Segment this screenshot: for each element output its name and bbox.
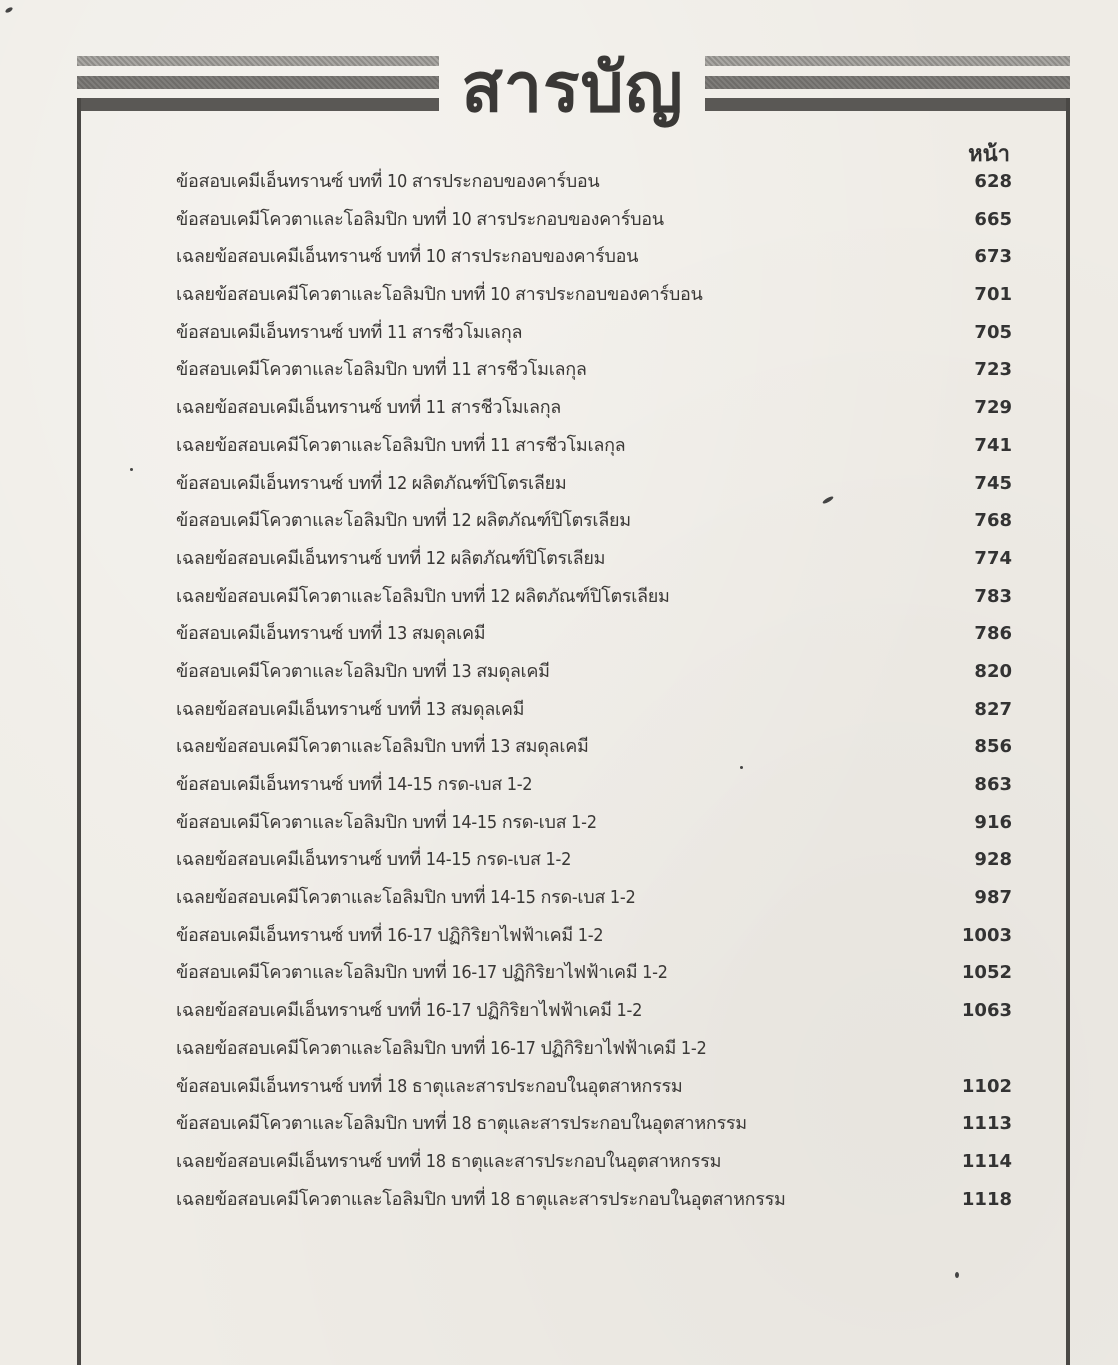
frame-top-right <box>705 98 1070 111</box>
toc-entry-title: ข้อสอบเคมีเอ็นทรานซ์ บทที่ 10 สารประกอบของคาร์บอน <box>176 171 600 192</box>
toc-entry-title: เฉลยข้อสอบเคมีเอ็นทรานซ์ บทที่ 10 สารประกอบของคาร์บอน <box>176 246 639 268</box>
toc-entry-title: ข้อสอบเคมีโควตาและโอลิมปิก บทที่ 10 สารประกอบของคาร์บอน <box>176 208 664 230</box>
toc-entry-title: ข้อสอบเคมีเอ็นทรานซ์ บทที่ 18 ธาตุและสารประกอบในอุตสาหกรรม <box>176 1075 683 1097</box>
toc-entry <box>176 1143 1012 1181</box>
toc-entry-page: 729 <box>974 397 1012 419</box>
toc-entry-title: ข้อสอบเคมีโควตาและโอลิมปิก บทที่ 11 สารชีวโมเลกุล <box>176 359 587 381</box>
toc-entry-title: ข้อสอบเคมีโควตาและโอลิมปิก บทที่ 12 ผลิตภัณฑ์ปิโตรเลียม <box>176 510 631 532</box>
toc-entry-page: 1003 <box>961 924 1012 946</box>
decorative-stripe <box>77 56 439 66</box>
toc-entry-page: 628 <box>974 171 1012 192</box>
decorative-stripe <box>77 76 439 89</box>
toc-entry-page: 1063 <box>961 1000 1012 1022</box>
toc-entry <box>176 992 1012 1030</box>
toc-entry-page: 820 <box>974 660 1012 682</box>
toc-entry-page: 783 <box>974 585 1012 607</box>
toc-entry-page: 705 <box>974 321 1012 343</box>
toc-entry-title: เฉลยข้อสอบเคมีเอ็นทรานซ์ บทที่ 11 สารชีวโมเลกุล <box>176 397 562 419</box>
toc-entry <box>176 879 1012 917</box>
toc-entry-title: ข้อสอบเคมีเอ็นทรานซ์ บทที่ 16-17 ปฏิกิริยาไฟฟ้าเคมี 1-2 <box>176 924 604 946</box>
toc-entry-title: เฉลยข้อสอบเคมีเอ็นทรานซ์ บทที่ 18 ธาตุและสารประกอบในอุตสาหกรรม <box>176 1150 722 1172</box>
toc-entry-title: ข้อสอบเคมีเอ็นทรานซ์ บทที่ 13 สมดุลเคมี <box>176 623 486 645</box>
toc-entry <box>176 201 1012 239</box>
toc-entry <box>176 917 1012 955</box>
toc-entry-page: 916 <box>974 811 1012 833</box>
paper-speck <box>130 468 133 471</box>
toc-entry-page: 856 <box>974 736 1012 758</box>
toc-entry-page: 786 <box>974 623 1012 645</box>
toc-entry-page: 768 <box>974 510 1012 532</box>
toc-entry <box>176 163 1012 201</box>
decorative-stripe <box>705 76 1070 89</box>
toc-entry-page: 987 <box>974 887 1012 909</box>
toc-entry-title: ข้อสอบเคมีโควตาและโอลิมปิก บทที่ 14-15 กรด-เบส 1-2 <box>176 811 597 833</box>
toc-entry <box>176 502 1012 540</box>
toc-entry-page: 745 <box>974 472 1012 494</box>
toc-entry <box>176 766 1012 804</box>
toc-entry <box>176 276 1012 314</box>
toc-entry-title: เฉลยข้อสอบเคมีโควตาและโอลิมปิก บทที่ 16-17 ปฏิกิริยาไฟฟ้าเคมี 1-2 <box>176 1037 707 1059</box>
frame-right-border <box>1066 98 1070 1365</box>
toc-entry-page: 665 <box>974 208 1012 230</box>
toc-entry-title: เฉลยข้อสอบเคมีโควตาและโอลิมปิก บทที่ 11 สารชีวโมเลกุล <box>176 434 626 456</box>
toc-entry-page: 741 <box>974 434 1012 456</box>
toc-entry-title: ข้อสอบเคมีเอ็นทรานซ์ บทที่ 12 ผลิตภัณฑ์ปิโตรเลียม <box>176 472 567 494</box>
toc-entry <box>176 389 1012 427</box>
toc-entry <box>176 615 1012 653</box>
toc-entry-title: เฉลยข้อสอบเคมีเอ็นทรานซ์ บทที่ 14-15 กรด-เบส 1-2 <box>176 849 572 871</box>
toc-entry-page: 774 <box>974 547 1012 569</box>
toc-entry <box>176 578 1012 616</box>
toc-entry-title: เฉลยข้อสอบเคมีเอ็นทรานซ์ บทที่ 16-17 ปฏิกิริยาไฟฟ้าเคมี 1-2 <box>176 1000 643 1022</box>
toc-entry <box>176 465 1012 503</box>
frame-left-border <box>77 98 81 1365</box>
toc-entry-title: เฉลยข้อสอบเคมีโควตาและโอลิมปิก บทที่ 13 สมดุลเคมี <box>176 736 589 758</box>
toc-entry-page: 723 <box>974 359 1012 381</box>
toc-entry-page: 701 <box>974 284 1012 306</box>
toc-entry <box>176 1181 1012 1219</box>
toc-entry-page: 1113 <box>961 1113 1012 1135</box>
toc-entry-title: ข้อสอบเคมีโควตาและโอลิมปิก บทที่ 18 ธาตุและสารประกอบในอุตสาหกรรม <box>176 1113 747 1135</box>
toc-entry-title: เฉลยข้อสอบเคมีโควตาและโอลิมปิก บทที่ 12 ผลิตภัณฑ์ปิโตรเลียม <box>176 585 670 607</box>
toc-entry <box>176 238 1012 276</box>
toc-entry <box>176 954 1012 992</box>
table-of-contents <box>176 163 1012 1218</box>
toc-entry-page: 1118 <box>961 1188 1012 1210</box>
toc-entry-page: 827 <box>974 698 1012 720</box>
toc-entry <box>176 1105 1012 1143</box>
paper-speck <box>955 1272 959 1278</box>
page-title: สารบัญ <box>461 49 684 128</box>
toc-entry-title: ข้อสอบเคมีโควตาและโอลิมปิก บทที่ 16-17 ปฏิกิริยาไฟฟ้าเคมี 1-2 <box>176 962 668 984</box>
toc-entry-page: 1102 <box>961 1075 1012 1097</box>
toc-entry <box>176 728 1012 766</box>
toc-entry <box>176 351 1012 389</box>
toc-entry-title: เฉลยข้อสอบเคมีเอ็นทรานซ์ บทที่ 13 สมดุลเคมี <box>176 698 525 720</box>
paper-speck <box>740 766 743 769</box>
toc-entry-title: เฉลยข้อสอบเคมีโควตาและโอลิมปิก บทที่ 14-15 กรด-เบส 1-2 <box>176 887 636 909</box>
toc-entry-page: 928 <box>974 849 1012 871</box>
toc-entry-title: เฉลยข้อสอบเคมีเอ็นทรานซ์ บทที่ 12 ผลิตภัณฑ์ปิโตรเลียม <box>176 547 606 569</box>
toc-entry-page: 863 <box>974 774 1012 795</box>
toc-entry <box>176 841 1012 879</box>
toc-entry <box>176 804 1012 842</box>
frame-top-left <box>77 98 439 111</box>
toc-entry <box>176 691 1012 729</box>
decorative-stripe <box>705 56 1070 66</box>
toc-entry-title: เฉลยข้อสอบเคมีโควตาและโอลิมปิก บทที่ 18 ธาตุและสารประกอบในอุตสาหกรรม <box>176 1188 786 1210</box>
toc-entry <box>176 1068 1012 1106</box>
toc-entry <box>176 314 1012 352</box>
toc-entry-page: 673 <box>974 246 1012 268</box>
toc-entry-page: 1114 <box>961 1150 1012 1172</box>
toc-entry-title: ข้อสอบเคมีเอ็นทรานซ์ บทที่ 11 สารชีวโมเลกุล <box>176 321 523 343</box>
page-column-header: หน้า <box>968 142 1010 167</box>
toc-entry-title: ข้อสอบเคมีเอ็นทรานซ์ บทที่ 14-15 กรด-เบส 1-2 <box>176 774 533 795</box>
toc-entry <box>176 427 1012 465</box>
toc-entry <box>176 540 1012 578</box>
paper-speck <box>5 6 14 13</box>
toc-entry-title: เฉลยข้อสอบเคมีโควตาและโอลิมปิก บทที่ 10 สารประกอบของคาร์บอน <box>176 284 703 306</box>
toc-entry <box>176 653 1012 691</box>
toc-entry-title: ข้อสอบเคมีโควตาและโอลิมปิก บทที่ 13 สมดุลเคมี <box>176 660 550 682</box>
toc-entry-page: 1052 <box>961 962 1012 984</box>
toc-entry <box>176 1030 1012 1068</box>
